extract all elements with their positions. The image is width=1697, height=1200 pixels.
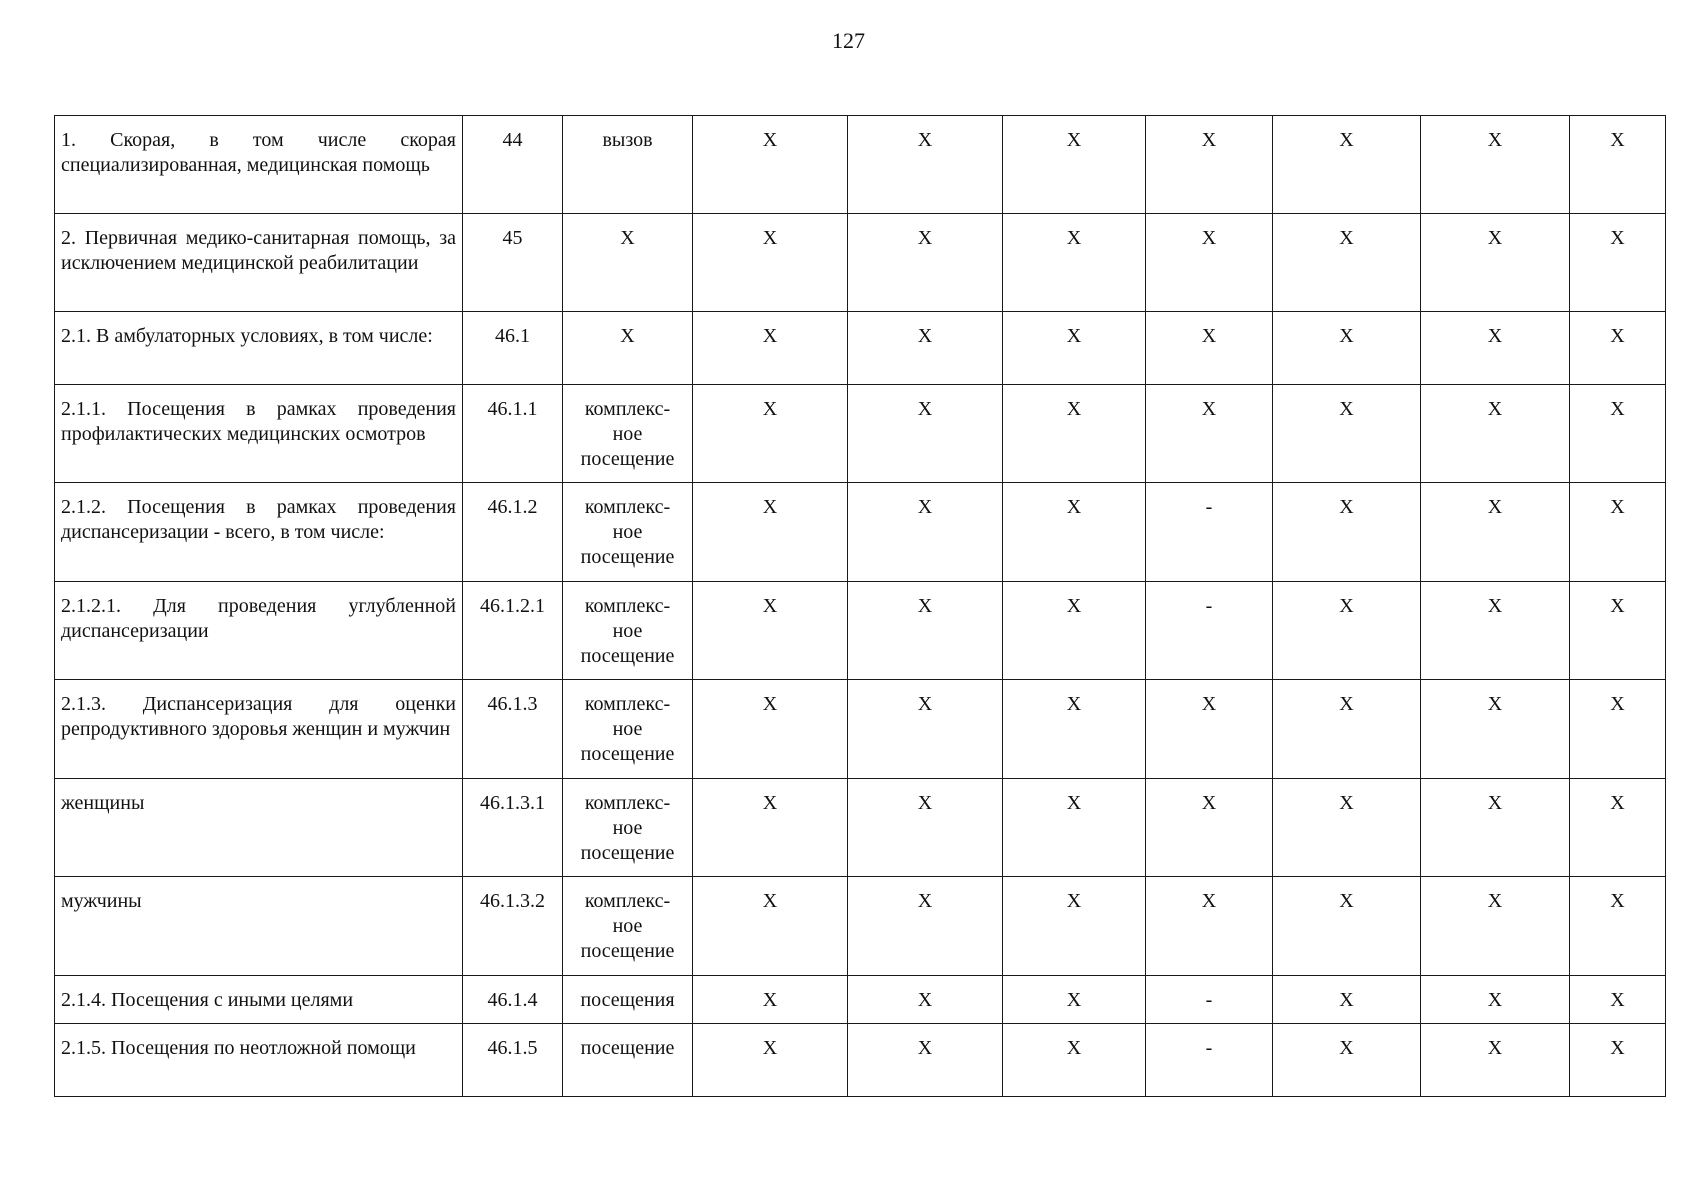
table-cell: X — [1421, 312, 1570, 385]
table-cell: X — [1570, 877, 1666, 976]
table-cell: - — [1146, 1024, 1273, 1097]
table-cell: X — [693, 877, 848, 976]
table-cell: X — [1421, 116, 1570, 214]
row-name: 2.1.4. Посещения с иными целями — [55, 976, 463, 1024]
row-code: 46.1.3.2 — [463, 877, 563, 976]
table-row — [55, 877, 1666, 976]
table-cell: X — [1570, 779, 1666, 877]
table-cell: X — [1273, 976, 1421, 1024]
row-code: 45 — [463, 214, 563, 312]
table-cell: X — [1146, 116, 1273, 214]
row-code: 46.1.2 — [463, 483, 563, 582]
table-cell: X — [1570, 1024, 1666, 1097]
table-cell: X — [1421, 214, 1570, 312]
table-cell: X — [1146, 385, 1273, 483]
row-name: 2.1.1. Посещения в рамках проведения профилактических медицинских осмотров — [55, 385, 463, 483]
table-cell: X — [1570, 680, 1666, 779]
table-cell: X — [848, 385, 1003, 483]
table-cell: X — [1003, 214, 1146, 312]
table-cell: X — [1421, 877, 1570, 976]
table-cell: X — [1273, 582, 1421, 680]
table-cell: X — [1570, 976, 1666, 1024]
table-cell: X — [693, 312, 848, 385]
table-cell: X — [848, 312, 1003, 385]
row-unit: посещение — [563, 1024, 693, 1097]
table-cell: X — [1003, 483, 1146, 582]
table-cell: X — [848, 779, 1003, 877]
row-name: мужчины — [55, 877, 463, 976]
table-cell: X — [1146, 312, 1273, 385]
data-table — [54, 115, 1666, 1097]
table-cell: X — [693, 483, 848, 582]
table-cell: X — [1421, 385, 1570, 483]
table-cell: X — [1570, 312, 1666, 385]
table-cell: X — [1570, 214, 1666, 312]
table-cell: X — [1570, 582, 1666, 680]
table-cell: - — [1146, 582, 1273, 680]
table-cell: X — [848, 214, 1003, 312]
table-cell: X — [693, 116, 848, 214]
table-row — [55, 214, 1666, 312]
table-cell: X — [1570, 385, 1666, 483]
row-code: 46.1.2.1 — [463, 582, 563, 680]
table-cell: X — [1003, 385, 1146, 483]
table-cell: X — [1273, 779, 1421, 877]
table-cell: X — [1273, 385, 1421, 483]
table-cell: X — [1146, 680, 1273, 779]
row-code: 46.1.3.1 — [463, 779, 563, 877]
table-row — [55, 582, 1666, 680]
row-code: 46.1.4 — [463, 976, 563, 1024]
table-cell: X — [1003, 312, 1146, 385]
table-cell: X — [1003, 976, 1146, 1024]
table-row — [55, 779, 1666, 877]
table-cell: X — [1421, 483, 1570, 582]
row-name: 2.1.2. Посещения в рамках проведения диспансеризации - всего, в том числе: — [55, 483, 463, 582]
table-cell: X — [1003, 1024, 1146, 1097]
table-cell: X — [1146, 779, 1273, 877]
table-cell: X — [693, 582, 848, 680]
table-cell: X — [1003, 680, 1146, 779]
table-cell: X — [1570, 116, 1666, 214]
table-cell: X — [848, 976, 1003, 1024]
table-row — [55, 976, 1666, 1024]
table-cell: X — [1003, 582, 1146, 680]
table-cell: X — [1570, 483, 1666, 582]
row-unit: комплекс-ное посещение — [563, 483, 693, 582]
table-cell: X — [1003, 116, 1146, 214]
table-cell: X — [848, 582, 1003, 680]
table-cell: X — [848, 877, 1003, 976]
table-cell: X — [693, 385, 848, 483]
table-cell: X — [1003, 779, 1146, 877]
row-name: 2.1.2.1. Для проведения углубленной диспансеризации — [55, 582, 463, 680]
table-row — [55, 116, 1666, 214]
table-cell: X — [1421, 582, 1570, 680]
row-unit: вызов — [563, 116, 693, 214]
table-cell: X — [693, 1024, 848, 1097]
table-cell: X — [1421, 779, 1570, 877]
table-cell: X — [1273, 483, 1421, 582]
table-cell: X — [1421, 1024, 1570, 1097]
table-cell: X — [693, 779, 848, 877]
row-unit: комплекс-ное посещение — [563, 680, 693, 779]
table-cell: X — [1003, 877, 1146, 976]
row-name: женщины — [55, 779, 463, 877]
row-name: 1. Скорая, в том числе скорая специализированная, медицинская помощь — [55, 116, 463, 214]
table-cell: X — [1421, 680, 1570, 779]
row-unit: комплекс-ное посещение — [563, 582, 693, 680]
page-number: 127 — [832, 28, 865, 53]
table-cell: X — [1273, 1024, 1421, 1097]
row-code: 46.1.3 — [463, 680, 563, 779]
row-code: 44 — [463, 116, 563, 214]
table-row — [55, 1024, 1666, 1097]
table-cell: X — [693, 680, 848, 779]
table-cell: X — [1146, 214, 1273, 312]
row-unit: посещения — [563, 976, 693, 1024]
row-unit: комплекс-ное посещение — [563, 877, 693, 976]
table-row — [55, 385, 1666, 483]
table-cell: X — [1273, 680, 1421, 779]
table-cell: X — [1421, 976, 1570, 1024]
table-row — [55, 680, 1666, 779]
table-cell: X — [1273, 877, 1421, 976]
table-cell: X — [693, 214, 848, 312]
table-cell: X — [848, 680, 1003, 779]
row-code: 46.1.1 — [463, 385, 563, 483]
row-code: 46.1.5 — [463, 1024, 563, 1097]
table-cell: X — [848, 1024, 1003, 1097]
table-cell: X — [1273, 116, 1421, 214]
table-cell: X — [848, 116, 1003, 214]
row-unit: комплекс-ное посещение — [563, 385, 693, 483]
row-unit: X — [563, 214, 693, 312]
table-cell: X — [848, 483, 1003, 582]
table-cell: X — [1273, 214, 1421, 312]
row-name: 2.1.5. Посещения по неотложной помощи — [55, 1024, 463, 1097]
row-name: 2.1.3. Диспансеризация для оценки репродуктивного здоровья женщин и мужчин — [55, 680, 463, 779]
table-row — [55, 483, 1666, 582]
row-code: 46.1 — [463, 312, 563, 385]
table-cell: - — [1146, 976, 1273, 1024]
table-cell: X — [1273, 312, 1421, 385]
table-cell: - — [1146, 483, 1273, 582]
table-cell: X — [693, 976, 848, 1024]
table-cell: X — [1146, 877, 1273, 976]
row-unit: комплекс-ное посещение — [563, 779, 693, 877]
row-name: 2. Первичная медико-санитарная помощь, за исключением медицинской реабилитации — [55, 214, 463, 312]
row-name: 2.1. В амбулаторных условиях, в том числе: — [55, 312, 463, 385]
table-row — [55, 312, 1666, 385]
row-unit: X — [563, 312, 693, 385]
